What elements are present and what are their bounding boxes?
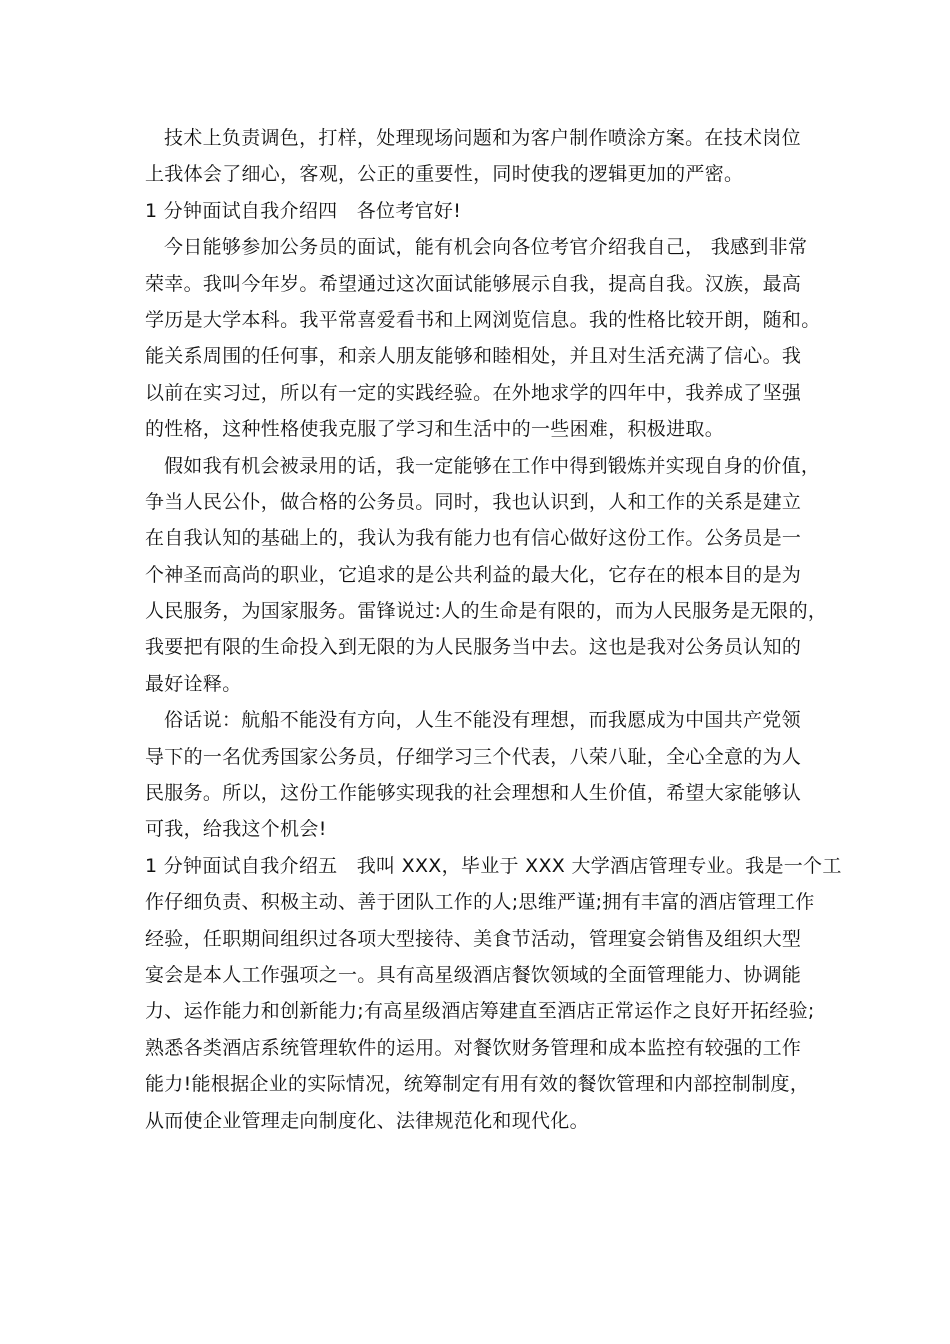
text-line: 技术上负责调色，打样，处理现场问题和为客户制作喷涂方案。在技术岗位 <box>164 127 801 149</box>
text-line: 力、运作能力和创新能力;有高星级酒店筹建直至酒店正常运作之良好开拓经验; <box>145 1000 815 1023</box>
text-line: 假如我有机会被录用的话，我一定能够在工作中得到锻炼并实现自身的价值， <box>164 454 821 477</box>
text-line: 导下的一名优秀国家公务员，仔细学习三个代表，八荣八耻，全心全意的为人 <box>145 745 802 768</box>
text-line: 宴会是本人工作强项之一。具有高星级酒店餐饮领域的全面管理能力、协调能 <box>145 963 802 986</box>
text-line: 能力!能根据企业的实际情况，统筹制定有用有效的餐饮管理和内部控制制度， <box>145 1073 810 1096</box>
document-body <box>145 120 842 1139</box>
text-line: 从而使企业管理走向制度化、法律规范化和现代化。 <box>145 1109 589 1132</box>
text-line: 荣幸。我叫今年岁。希望通过这次面试能够展示自我，提高自我。汉族，最高 <box>145 272 802 295</box>
text-line: 最好诠释。 <box>145 672 242 695</box>
text-line: 今日能够参加公务员的面试，能有机会向各位考官介绍我自己， 我感到非常 <box>164 236 808 259</box>
text-line: 可我，给我这个机会! <box>145 818 327 841</box>
text-line: 俗话说：航船不能没有方向，人生不能没有理想，而我愿成为中国共产党领 <box>164 709 801 732</box>
text-line: 我要把有限的生命投入到无限的为人民服务当中去。这也是我对公务员认知的 <box>145 636 802 659</box>
text-line: 争当人民公仆，做合格的公务员。同时，我也认识到，人和工作的关系是建立 <box>145 490 802 513</box>
text-line: 经验，任职期间组织过各项大型接待、美食节活动，管理宴会销售及组织大型 <box>145 927 802 950</box>
section-heading-line: 1 分钟面试自我介绍五 我叫 XXX，毕业于 XXX 大学酒店管理专业。我是一个工 <box>145 854 842 877</box>
text-line: 作仔细负责、积极主动、善于团队工作的人;思维严谨;拥有丰富的酒店管理工作 <box>145 891 815 914</box>
text-line: 能关系周围的任何事，和亲人朋友能够和睦相处，并且对生活充满了信心。我 <box>145 345 802 368</box>
text-line: 人民服务，为国家服务。雷锋说过:人的生命是有限的，而为人民服务是无限的， <box>145 600 828 623</box>
text-line: 民服务。所以，这份工作能够实现我的社会理想和人生价值，希望大家能够认 <box>145 782 802 805</box>
text-line: 学历是大学本科。我平常喜爱看书和上网浏览信息。我的性格比较开朗，随和。 <box>145 308 821 331</box>
text-line: 在自我认知的基础上的，我认为我有能力也有信心做好这份工作。公务员是一 <box>145 527 802 550</box>
text-line: 上我体会了细心，客观，公正的重要性，同时使我的逻辑更加的严密。 <box>145 163 744 186</box>
text-line: 个神圣而高尚的职业，它追求的是公共利益的最大化，它存在的根本目的是为 <box>145 563 802 586</box>
text-line: 熟悉各类酒店系统管理软件的运用。对餐饮财务管理和成本监控有较强的工作 <box>145 1036 802 1059</box>
text-line: 以前在实习过，所以有一定的实践经验。在外地求学的四年中，我养成了坚强 <box>145 381 802 404</box>
section-heading-line: 1 分钟面试自我介绍四 各位考官好! <box>145 199 462 222</box>
text-line: 的性格，这种性格使我克服了学习和生活中的一些困难，积极进取。 <box>145 418 725 441</box>
